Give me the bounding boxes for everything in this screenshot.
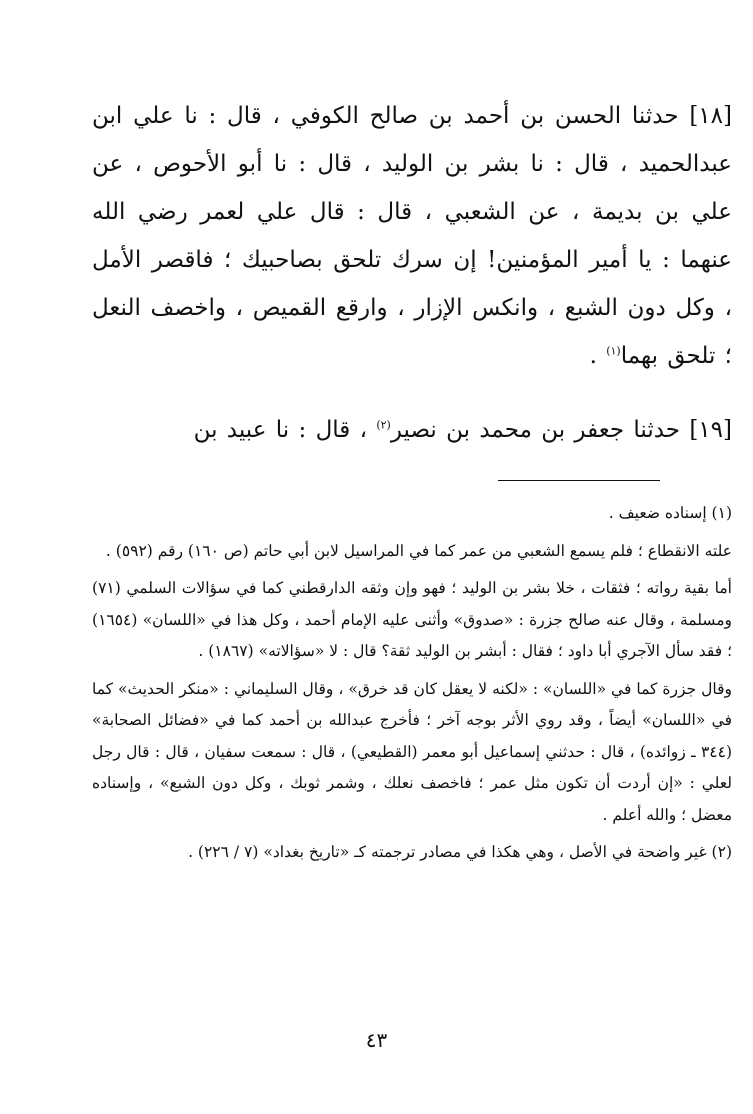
footnote-2: (٢) غير واضحة في الأصل ، وهي هكذا في مصادر ترجمته كـ «تاريخ بغداد» (٧ / ٢٢٦) .	[188, 843, 732, 861]
footnote-1-narrators: أما بقية رواته ؛ فثقات ، خلا بشر بن الوليد ؛ فهو وإن وثقه الدارقطني كما في سؤالات السلمي (٧١) ومسلمة ، وقال عنه صالح جزرة : «صدوق» وأثنى عليه الإمام أحمد ، وكل هذا في «اللسان» (١٦٥٤) ؛ فقد سأل الآجري أبا داود ؛ فقال : أبشر بن الوليد ثقة؟ قال : لا «سؤالاته» (١٨٦٧) .	[92, 579, 732, 660]
footnote-1-other-route: وقال جزرة كما في «اللسان» : «لكنه لا يعقل كان قد خرق» ، وقال السليماني : «منكر الحديث» كما في «اللسان» أيضاً ، وقد روي الأثر بوجه آخر ؛ فأخرج عبدالله بن أحمد كما في «فضائل الصحابة» (٣٤٤ ـ زوائده) ، قال : حدثني إسماعيل أبو معمر (القطيعي) ، قال : سمعت سفيان ، قال : قال رجل لعلي : «إن أردت أن تكون مثل عمر ؛ فاخصف نعلك ، وشمر ثوبك ، وكل دون الشبع» ، وإسناده معضل ؛ والله أعلم .	[92, 679, 732, 824]
footnote-1-heading: (١) إسناده ضعيف .	[608, 504, 732, 522]
footnote-ref-1[interactable]: (١)	[606, 344, 621, 358]
hadith-18-text: [١٨] حدثنا الحسن بن أحمد بن صالح الكوفي ، قال : نا علي ابن عبدالحميد ، قال : نا بشر بن الوليد ، قال : نا أبو الأحوص ، عن علي بن بديمة ، عن الشعبي ، قال : قال علي لعمر رضي الله عنهما : يا أمير المؤمنين! إن سرك تلحق بصاحبيك ؛ فاقصر الأمل ، وكل دون الشبع ، وانكس الإزار ، وارقع القميص ، واخصف النعل ؛ تلحق بهما	[92, 103, 732, 369]
footnote-ref-2[interactable]: (٢)	[376, 418, 391, 432]
footnotes	[92, 498, 732, 875]
hadith-18-end: .	[589, 343, 607, 369]
page-number: ٤٣	[365, 1028, 388, 1052]
footnote-separator	[498, 480, 660, 481]
hadith-19	[92, 406, 732, 454]
hadith-18	[92, 92, 732, 380]
hadith-19-text: [١٩] حدثنا جعفر بن محمد بن نصير	[390, 417, 732, 443]
footnote-1-cause: علته الانقطاع ؛ فلم يسمع الشعبي من عمر كما في المراسيل لابن أبي حاتم (ص ١٦٠) رقم (٥٩٢) .	[105, 541, 732, 560]
hadith-19-end: ، قال : نا عبيد بن	[193, 417, 377, 443]
